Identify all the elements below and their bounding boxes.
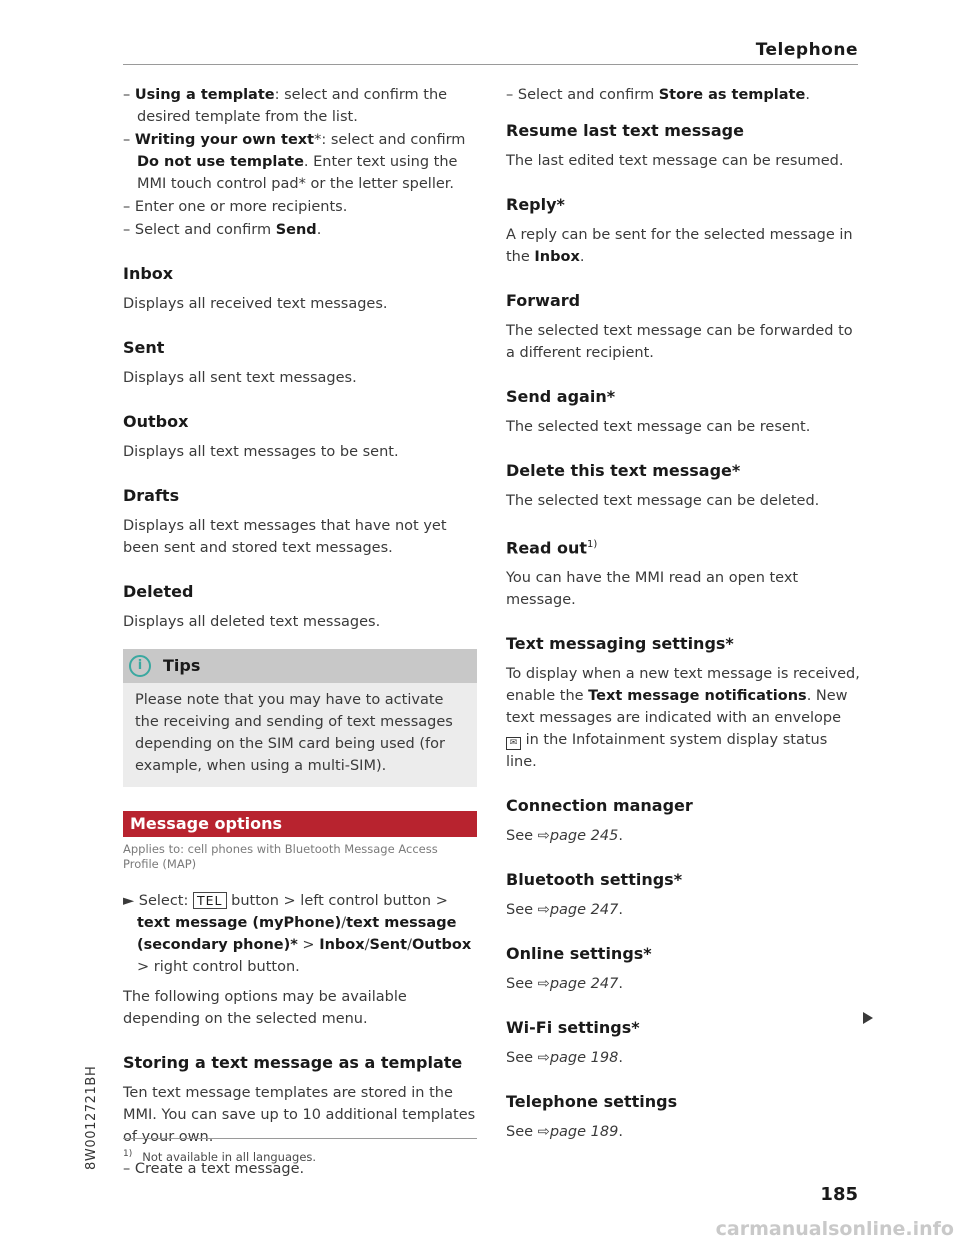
step-create-message: – Create a text message. (123, 1161, 305, 1177)
heading-resume: Resume last text message (506, 121, 744, 140)
footnote: $^{1)}$ Not available in all languages. (123, 1149, 317, 1164)
ref-online-settings: See ⇨page 247. (506, 976, 623, 993)
footnote-rule (123, 1138, 477, 1139)
text-sent: Displays all sent text messages. (123, 370, 357, 386)
heading-sent: Sent (123, 338, 165, 357)
running-header-title: Telephone (755, 40, 858, 60)
arrow-right-icon: ⇨ (537, 976, 550, 993)
watermark: carmanualsonline.info (715, 1218, 954, 1240)
arrow-right-icon: ⇨ (537, 1050, 550, 1067)
arrow-right-icon: ⇨ (537, 902, 550, 919)
left-column (123, 84, 477, 1180)
ref-bluetooth-settings: See ⇨page 247. (506, 902, 623, 919)
applies-to-note: Applies to: cell phones with Bluetooth Message Access Profile (MAP) (123, 842, 438, 871)
heading-wifi-settings: Wi-Fi settings* (506, 1018, 640, 1038)
link-page-189[interactable]: page 189 (549, 1124, 619, 1141)
document-code: 8W0012721BH (84, 1065, 99, 1170)
text-resume: The last edited text message can be resumed. (506, 153, 844, 169)
heading-reply: Reply* (506, 195, 565, 214)
heading-telephone-settings: Telephone settings (506, 1092, 678, 1112)
heading-forward: Forward (506, 291, 581, 310)
arrow-right-icon: ⇨ (537, 1124, 550, 1141)
tips-header (123, 649, 477, 683)
info-icon: i (129, 655, 151, 677)
link-page-247-bluetooth[interactable]: page 247 (549, 902, 619, 919)
continue-arrow-icon (863, 1012, 873, 1024)
text-storing-template: Ten text message templates are stored in the MMI. You can save up to 10 additional templates of your own. (123, 1085, 476, 1145)
ref-connection-manager: See ⇨page 245. (506, 828, 623, 845)
link-page-198[interactable]: page 198 (549, 1050, 619, 1067)
step-recipients: – Enter one or more recipients. (123, 199, 348, 215)
tips-text: Please note that you may have to activate the receiving and sending of text messages depending on the SIM card being used (for example, when using a multi-SIM). (135, 692, 453, 774)
options-text: The following options may be available depending on the selected menu. (123, 989, 407, 1027)
heading-send-again: Send again* (506, 387, 616, 406)
header-rule (123, 64, 858, 65)
step-using-template: – Using a template: select and confirm the desired template from the list. (123, 87, 448, 125)
arrow-right-icon: ⇨ (537, 828, 550, 845)
heading-outbox: Outbox (123, 412, 189, 431)
tips-box (123, 649, 477, 787)
heading-online-settings: Online settings* (506, 944, 652, 964)
link-page-247-online[interactable]: page 247 (549, 976, 619, 993)
text-send-again: The selected text message can be resent. (506, 419, 811, 435)
heading-inbox: Inbox (123, 264, 174, 283)
heading-connection-manager: Connection manager (506, 796, 693, 816)
heading-bluetooth-settings: Bluetooth settings* (506, 870, 683, 890)
step-own-text: – Writing your own text*: select and confirm Do not use template. Enter text using the MMI touch control pad* or the letter speller. (123, 132, 466, 192)
tel-key-icon: TEL (193, 892, 227, 909)
link-page-245[interactable]: page 245 (549, 828, 619, 845)
text-inbox: Displays all received text messages. (123, 296, 388, 312)
section-title-message-options: Message options (123, 811, 477, 837)
text-reply: A reply can be sent for the selected message in the Inbox. (506, 227, 853, 265)
ref-telephone-settings: See ⇨page 189. (506, 1124, 623, 1141)
heading-text-settings: Text messaging settings* (506, 634, 734, 654)
text-deleted: Displays all deleted text messages. (123, 614, 381, 630)
tips-heading: Tips (163, 656, 201, 675)
heading-delete-message: Delete this text message* (506, 461, 741, 480)
right-column (506, 84, 860, 1143)
text-forward: The selected text message can be forwarded to a different recipient. (506, 323, 853, 361)
heading-deleted: Deleted (123, 582, 194, 601)
step-send: – Select and confirm Send. (123, 222, 322, 238)
text-read-out: You can have the MMI read an open text message. (506, 570, 799, 609)
step-store-template: – Select and confirm Store as template. (506, 87, 810, 103)
text-outbox: Displays all text messages to be sent. (123, 444, 399, 460)
page-number: 185 (820, 1184, 858, 1205)
select-instruction: ► Select: TEL button > left control button > text message (myPhone)/text message (secondary phone)* > Inbox/Sent/Outbox > right control button. (123, 893, 472, 975)
text-delete-message: The selected text message can be deleted. (506, 493, 820, 509)
ref-wifi-settings: See ⇨page 198. (506, 1050, 623, 1067)
heading-read-out: Read out$^{1)}$ (506, 538, 598, 558)
heading-storing-template: Storing a text message as a template (123, 1053, 463, 1072)
envelope-icon: ✉ (506, 737, 521, 750)
triangle-bullet-icon: ► (123, 893, 135, 909)
heading-drafts: Drafts (123, 486, 180, 505)
text-text-settings: To display when a new text message is received, enable the Text message notifications. New text messages are indicated with an envelope ✉ in the Infotainment system display status line. (506, 666, 860, 771)
text-drafts: Displays all text messages that have not yet been sent and stored text messages. (123, 518, 447, 556)
